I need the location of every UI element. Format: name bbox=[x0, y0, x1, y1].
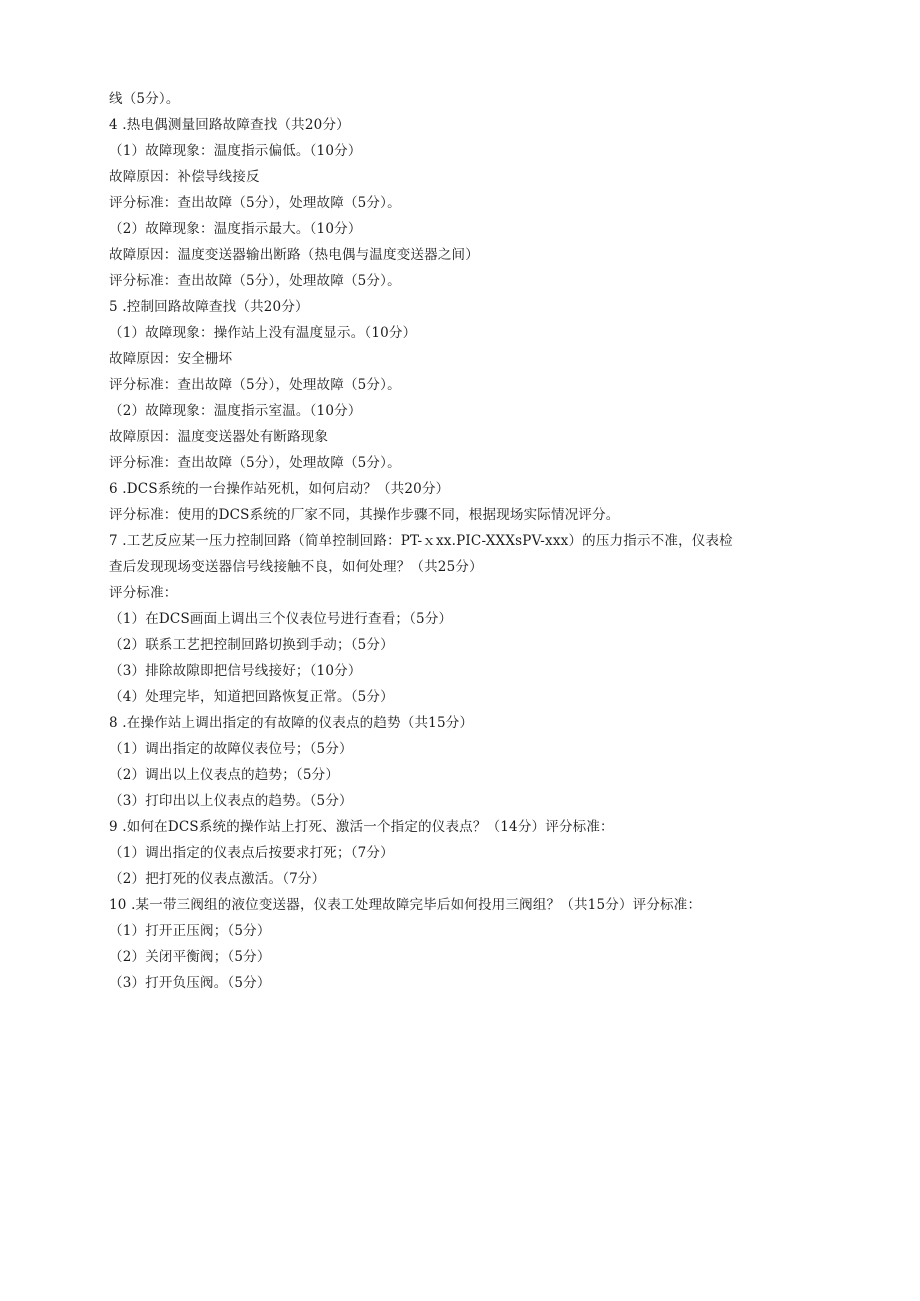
text-line: 故障原因：补偿导线接反 bbox=[109, 169, 260, 185]
text-line: （2）故障现象：温度指示最大。（10分） bbox=[109, 221, 362, 237]
text-line: （3）打印出以上仪表点的趋势。（5分） bbox=[109, 793, 353, 809]
section-heading: 5 .控制回路故障查找（共20分） bbox=[109, 299, 309, 315]
text-line: （1）调出指定的仪表点后按要求打死；（7分） bbox=[109, 845, 394, 861]
text-line: （1）在DCS画面上调出三个仪表位号进行查看；（5分） bbox=[109, 611, 453, 627]
text-line: （2）联系工艺把控制回路切换到手动；（5分） bbox=[109, 637, 394, 653]
section-heading: 9 .如何在DCS系统的操作站上打死、激活一个指定的仪表点？（14分）评分标准： bbox=[109, 819, 614, 835]
text-line: 评分标准：查出故障（5分），处理故障（5分）。 bbox=[109, 195, 401, 211]
text-line: 查后发现现场变送器信号线接触不良，如何处理？（共25分） bbox=[109, 559, 483, 575]
text-line: 评分标准：使用的DCS系统的厂家不同，其操作步骤不同，根据现场实际情况评分。 bbox=[109, 507, 620, 523]
text-line: 评分标准：查出故障（5分），处理故障（5分）。 bbox=[109, 273, 401, 289]
section-heading: 8 .在操作站上调出指定的有故障的仪表点的趋势（共15分） bbox=[109, 715, 474, 731]
text-line: （4）处理完毕，知道把回路恢复正常。（5分） bbox=[109, 689, 394, 705]
text-line: 线（5分）。 bbox=[109, 91, 180, 107]
section-heading: 10 .某一带三阀组的液位变送器，仪表工处理故障完毕后如何投用三阀组？（共15分）评分标准： bbox=[109, 897, 702, 913]
document-body bbox=[109, 86, 809, 996]
text-line: 评分标准：查出故障（5分），处理故障（5分）。 bbox=[109, 455, 401, 471]
text-line: （1）故障现象：温度指示偏低。（10分） bbox=[109, 143, 362, 159]
text-line: （2）调出以上仪表点的趋势；（5分） bbox=[109, 767, 340, 783]
section-heading: 4 .热电偶测量回路故障查找（共20分） bbox=[109, 117, 350, 133]
text-line: （2）故障现象：温度指示室温。（10分） bbox=[109, 403, 362, 419]
text-line: 故障原因：安全栅坏 bbox=[109, 351, 233, 367]
text-line: 故障原因：温度变送器处有断路现象 bbox=[109, 429, 329, 445]
text-line: （3）排除故隙即把信号线接好；（10分） bbox=[109, 663, 362, 679]
text-line: （1）故障现象：操作站上没有温度显示。（10分） bbox=[109, 325, 417, 341]
text-line: （3）打开负压阀。（5分） bbox=[109, 975, 271, 991]
text-line: 评分标准：查出故障（5分），处理故障（5分）。 bbox=[109, 377, 401, 393]
text-line: （2）关闭平衡阀；（5分） bbox=[109, 949, 271, 965]
section-heading: 6 .DCS系统的一台操作站死机，如何启动？（共20分） bbox=[109, 481, 450, 497]
text-line: （1）调出指定的故障仪表位号；（5分） bbox=[109, 741, 353, 757]
section-heading: 7 .工艺反应某一压力控制回路（简单控制回路：PT-ｘxx.PIC-XXXsPV-xxx）的压力指示不准，仪表检 bbox=[109, 533, 733, 549]
text-line: 评分标准： bbox=[109, 585, 178, 601]
text-line: （2）把打死的仪表点激活。（7分） bbox=[109, 871, 326, 887]
text-line: 故障原因：温度变送器输出断路（热电偶与温度变送器之间） bbox=[109, 247, 479, 263]
text-line: （1）打开正压阀；（5分） bbox=[109, 923, 271, 939]
